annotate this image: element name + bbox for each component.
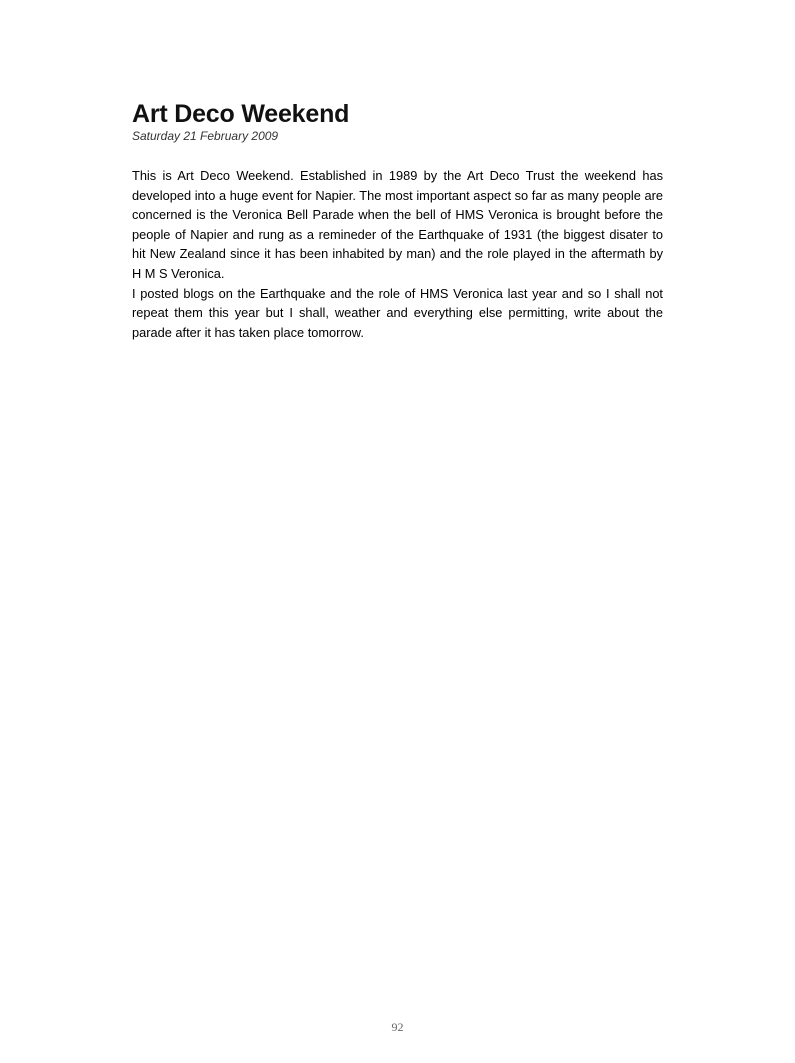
page-number: 92 bbox=[391, 1020, 404, 1034]
blog-post bbox=[132, 100, 663, 342]
post-paragraph: I posted blogs on the Earthquake and the role of HMS Veronica last year and so I shall not repeat them this year but I shall, weather and everything else permitting, write about the parade after it has taken place tomorrow. bbox=[132, 285, 663, 340]
post-date: Saturday 21 February 2009 bbox=[132, 129, 279, 143]
post-paragraph: This is Art Deco Weekend. Established in 1989 by the Art Deco Trust the weekend has developed into a huge event for Napier. The most important aspect so far as many people are concerned is the Veronica Bell Parade when the bell of HMS Veronica is brought before the people of Napier and rung as a remineder of the Earthquake of 1931 (the biggest disater to hit New Zealand since it has been inhabited by man) and the role played in the aftermath by H M S Veronica. bbox=[132, 168, 663, 281]
post-title: Art Deco Weekend bbox=[132, 100, 350, 128]
post-body bbox=[132, 166, 663, 342]
